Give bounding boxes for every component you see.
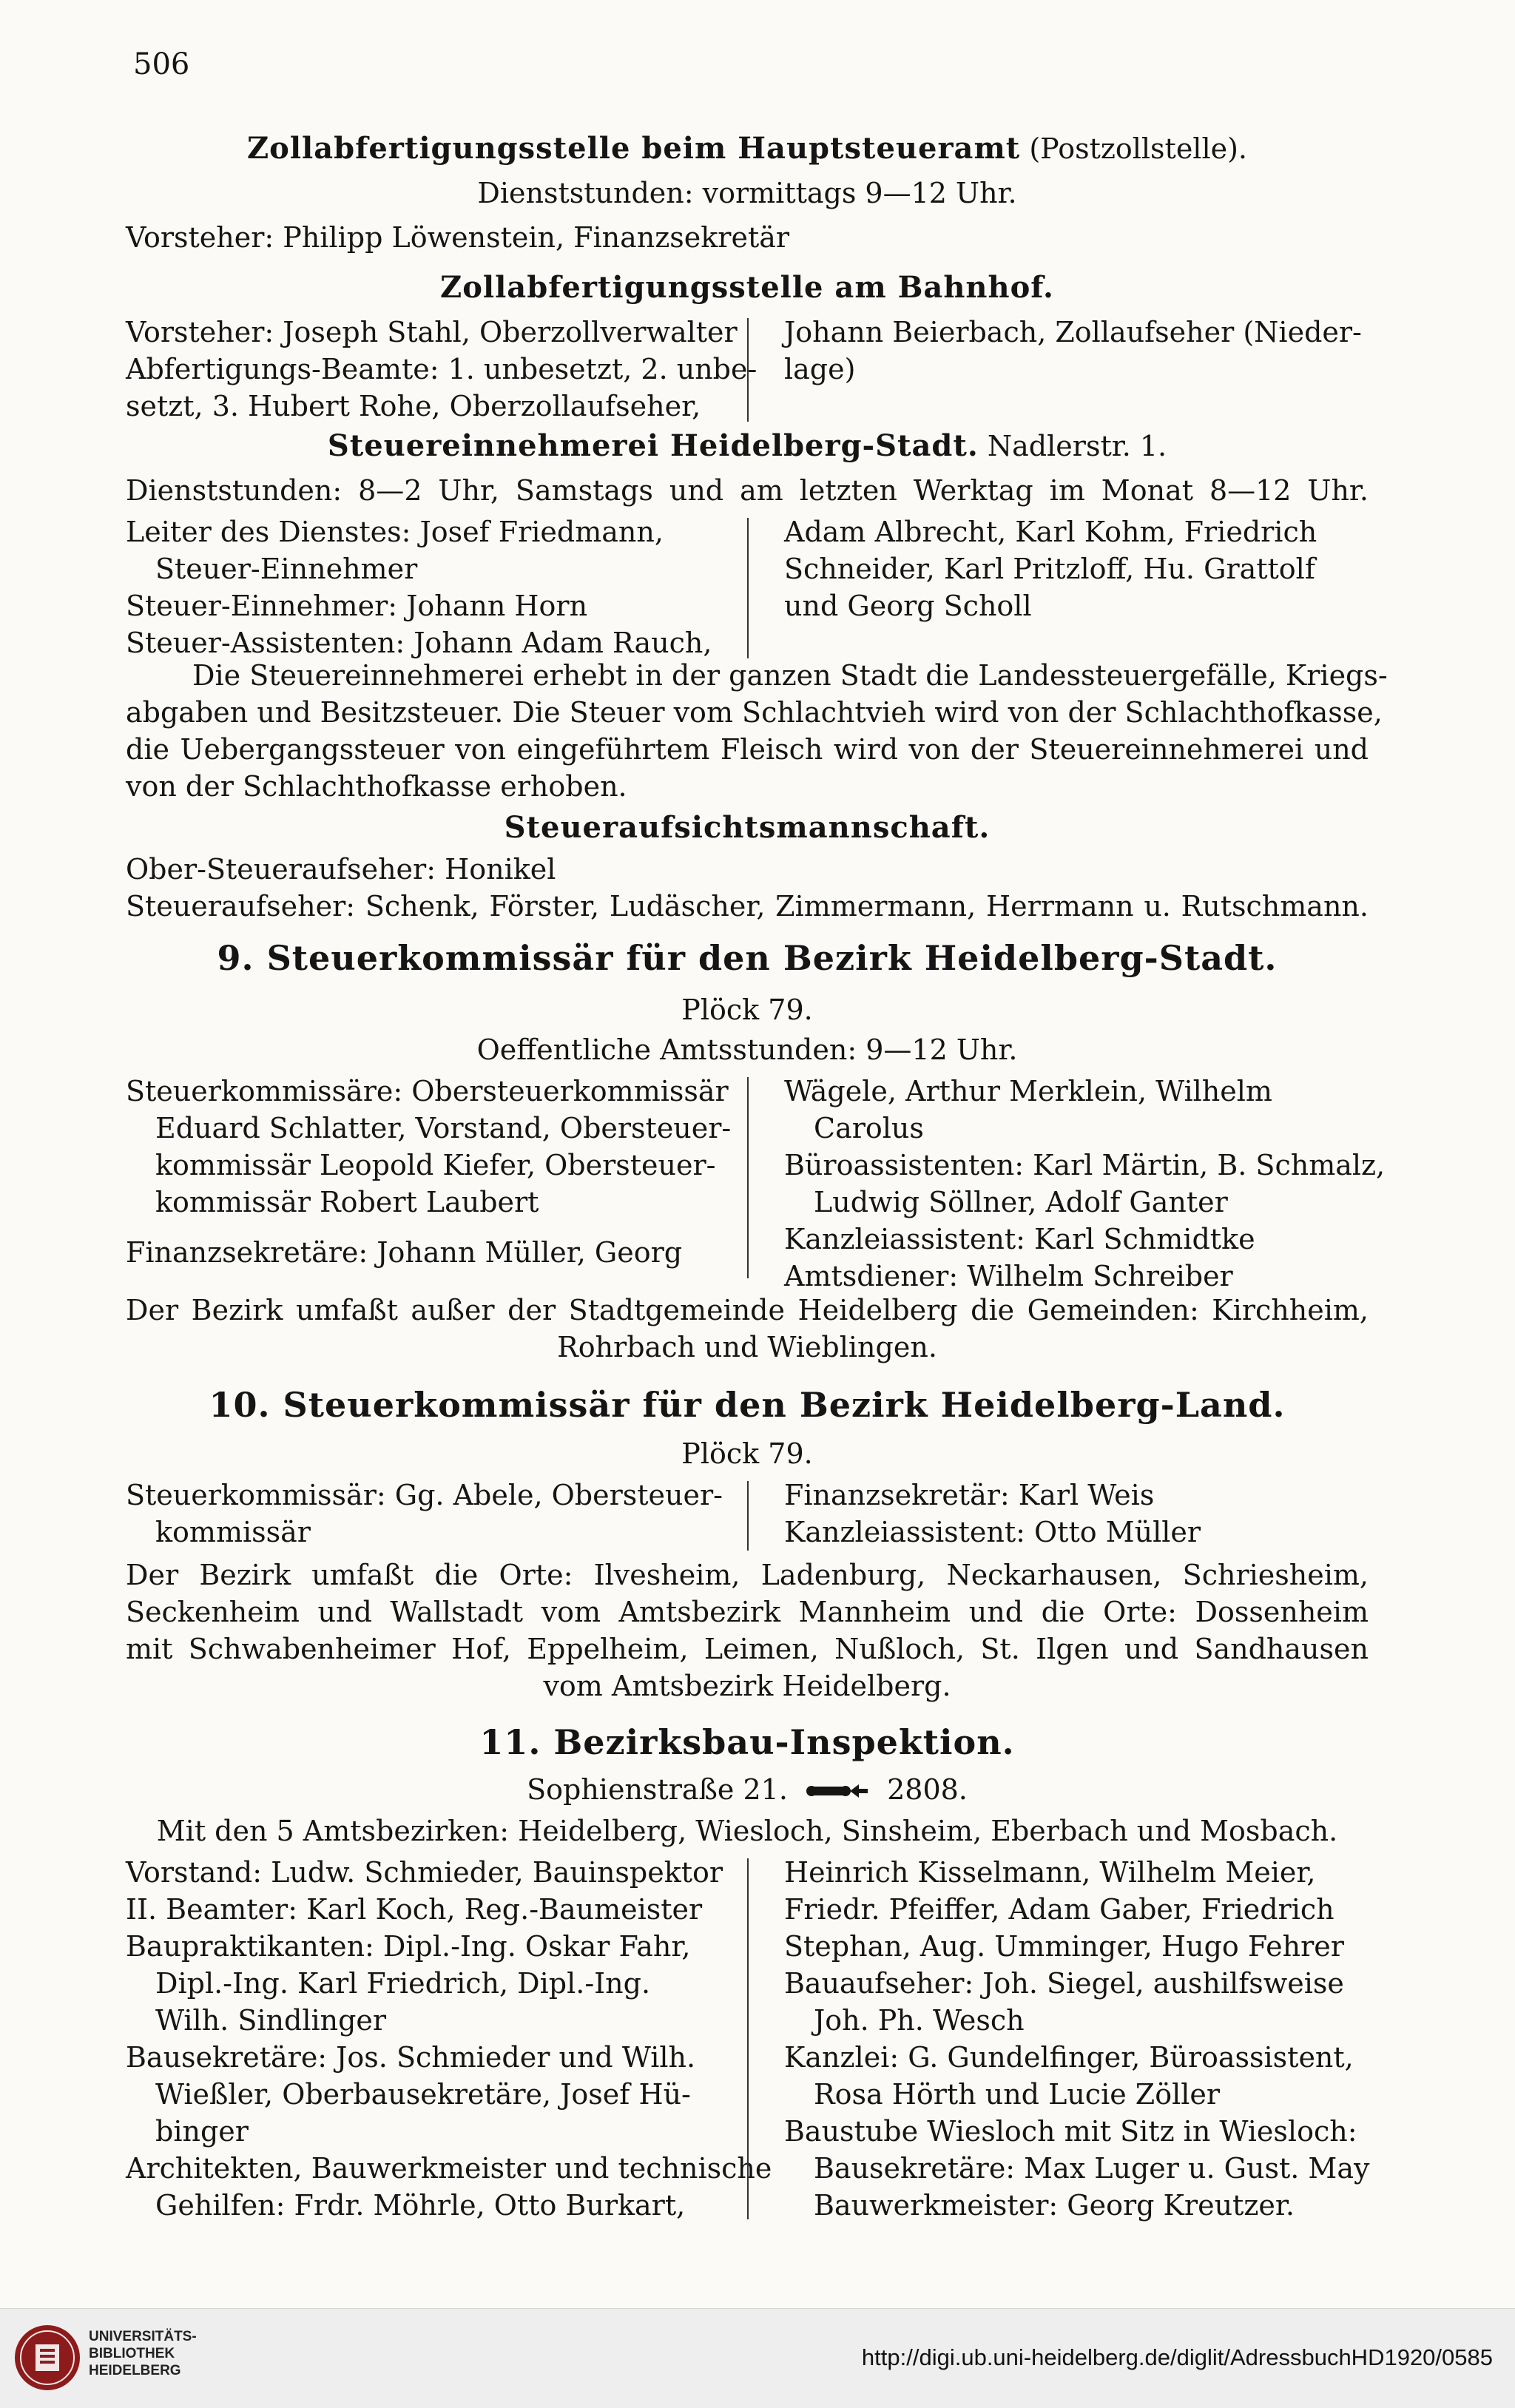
s2-left-column (126, 314, 758, 425)
s6-left-column (126, 1477, 740, 1551)
s6-left-line: kommissär (155, 1516, 311, 1548)
s3-left-line: Steuer-Einnehmer (155, 553, 418, 585)
s7-left-column (126, 1854, 772, 2224)
s5-paragraph-line: Rohrbach und Wieblingen. (557, 1331, 937, 1363)
s7-left-line: binger (155, 2115, 249, 2148)
s5-left-line: kommissär Robert Laubert (155, 1186, 539, 1218)
s5-right-line: Ludwig Söllner, Adolf Ganter (814, 1186, 1228, 1218)
s3-title-line (126, 428, 1369, 465)
s5-left-line: kommissär Leopold Kiefer, Obersteuer- (155, 1149, 716, 1181)
s2-right-line: Johann Beierbach, Zollaufseher (Nieder- (784, 316, 1362, 348)
viewer-footer (0, 2308, 1515, 2408)
s7-right-line: Joh. Ph. Wesch (814, 2004, 1025, 2037)
s5-right-line: Amtsdiener: Wilhelm Schreiber (784, 1260, 1233, 1292)
institution-line: BIBLIOTHEK (89, 2346, 175, 2361)
library-seal-icon (13, 2324, 81, 2392)
s5-right-line: Carolus (814, 1112, 924, 1144)
institution-name (89, 2328, 197, 2379)
s5-left-line: Steuerkommissäre: Obersteuerkommissär (126, 1075, 729, 1107)
s6-right-column (784, 1477, 1369, 1551)
s5-right-line: Wägele, Arthur Merklein, Wilhelm (784, 1075, 1272, 1107)
s3-suffix: Nadlerstr. 1. (987, 430, 1167, 462)
s6-paragraph-line: mit Schwabenheimer Hof, Eppelheim, Leimen, Nußloch, St. Ilgen und Sandhausen (126, 1633, 1369, 1665)
s3-left-line: Leiter des Dienstes: Josef Friedmann, (126, 516, 664, 548)
s3-paragraph-line: die Uebergangssteuer von eingeführtem Fleisch wird von der Steuereinnehmerei und (126, 733, 1369, 766)
s7-right-line: Bausekretäre: Max Luger u. Gust. May (814, 2152, 1370, 2185)
s7-right-line: Heinrich Kisselmann, Wilhelm Meier, (784, 1856, 1316, 1889)
s6-column-divider (747, 1481, 749, 1551)
s7-right-column (784, 1854, 1369, 2224)
s7-left-line: Wilh. Sindlinger (155, 2004, 387, 2037)
s6-right-line: Finanzsekretär: Karl Weis (784, 1479, 1155, 1511)
page-number: 506 (133, 47, 190, 81)
s4-title: Steueraufsichtsmannschaft. (504, 810, 991, 845)
s7-left-line: Dipl.-Ing. Karl Friedrich, Dipl.-Ing. (155, 1967, 651, 2000)
s6-left-line: Steuerkommissär: Gg. Abele, Obersteuer- (126, 1479, 723, 1511)
s6-paragraph-line: Seckenheim und Wallstadt vom Amtsbezirk Mannheim und die Orte: Dossenheim (126, 1596, 1369, 1628)
s3-hours: Dienststunden: 8—2 Uhr, Samstags und am letzten Werktag im Monat 8—12 Uhr. (126, 474, 1369, 507)
s7-subtitle: Mit den 5 Amtsbezirken: Heidelberg, Wiesloch, Sinsheim, Eberbach und Mosbach. (156, 1815, 1338, 1847)
institution-line: HEIDELBERG (89, 2363, 181, 2378)
s2-right-column (784, 314, 1369, 388)
s4-line: Ober-Steueraufseher: Honikel (126, 853, 556, 886)
s6-paragraph-line: vom Amtsbezirk Heidelberg. (543, 1670, 951, 1702)
s1-title: Zollabfertigungsstelle beim Hauptsteueramt (246, 131, 1021, 166)
s7-left-line: Bausekretäre: Jos. Schmieder und Wilh. (126, 2041, 696, 2074)
s7-title: 11. Bezirksbau-Inspektion. (479, 1722, 1015, 1762)
s7-left-line: Wießler, Oberbausekretäre, Josef Hü- (155, 2078, 691, 2111)
s3-left-line: Steuer-Einnehmer: Johann Horn (126, 590, 588, 622)
s7-right-line: Rosa Hörth und Lucie Zöller (814, 2078, 1221, 2111)
s5-left-column (126, 1073, 740, 1271)
s3-right-line: Adam Albrecht, Karl Kohm, Friedrich (784, 516, 1317, 548)
s5-right-column (784, 1073, 1386, 1295)
s3-title: Steuereinnehmerei Heidelberg-Stadt. (327, 428, 979, 463)
s7-address-line (126, 1771, 1369, 1811)
s7-address: Sophienstraße 21. (527, 1773, 788, 1806)
s6-title: 10. Steuerkommissär für den Bezirk Heidelberg-Land. (209, 1385, 1286, 1425)
s5-address: Plöck 79. (681, 994, 813, 1026)
s6-right-line: Kanzleiassistent: Otto Müller (784, 1516, 1201, 1548)
s5-left-line: Finanzsekretäre: Johann Müller, Georg (126, 1236, 683, 1269)
s7-left-line: Vorstand: Ludw. Schmieder, Bauinspektor (126, 1856, 723, 1889)
s7-right-line: Bauaufseher: Joh. Siegel, aushilfsweise (784, 1967, 1344, 2000)
s2-right-line: lage) (784, 353, 856, 385)
s1-head: Vorsteher: Philipp Löwenstein, Finanzsekretär (126, 221, 790, 254)
s2-left-line: setzt, 3. Hubert Rohe, Oberzollaufseher, (126, 390, 701, 422)
s1-hours: Dienststunden: vormittags 9—12 Uhr. (477, 177, 1017, 209)
s2-left-line: Vorsteher: Joseph Stahl, Oberzollverwalter (126, 316, 738, 348)
s3-right-line: und Georg Scholl (784, 590, 1032, 622)
s7-right-line: Kanzlei: G. Gundelfinger, Büroassistent, (784, 2041, 1354, 2074)
s4-line: Steueraufseher: Schenk, Förster, Ludäscher, Zimmermann, Herrmann u. Rutschmann. (126, 890, 1369, 923)
s1-suffix: (Postzollstelle). (1029, 132, 1248, 165)
s3-paragraph-line: Die Steuereinnehmerei erhebt in der ganzen Stadt die Landessteuergefälle, Kriegs- (192, 659, 1388, 692)
s7-left-line: II. Beamter: Karl Koch, Reg.-Baumeister (126, 1893, 703, 1926)
permalink-url[interactable]: http://digi.ub.uni-heidelberg.de/diglit/AdressbuchHD1920/0585 (861, 2344, 1493, 2370)
s5-paragraph-line: Der Bezirk umfaßt außer der Stadtgemeinde Heidelberg die Gemeinden: Kirchheim, (126, 1294, 1369, 1326)
s3-right-line: Schneider, Karl Pritzloff, Hu. Grattolf (784, 553, 1315, 585)
s7-right-line: Stephan, Aug. Umminger, Hugo Fehrer (784, 1930, 1344, 1963)
s5-hours: Oeffentliche Amtsstunden: 9—12 Uhr. (476, 1033, 1018, 1066)
s3-left-line: Steuer-Assistenten: Johann Adam Rauch, (126, 627, 712, 659)
s7-column-divider (747, 1858, 749, 2219)
s7-left-line: Gehilfen: Frdr. Möhrle, Otto Burkart, (155, 2189, 686, 2222)
s7-left-line: Architekten, Bauwerkmeister und technische (126, 2152, 772, 2185)
s3-paragraph-line: abgaben und Besitzsteuer. Die Steuer vom Schlachtvieh wird von der Schlachthofkasse, (126, 696, 1383, 729)
s2-title: Zollabfertigungsstelle am Bahnhof. (440, 270, 1054, 305)
s7-phone: 2808. (887, 1773, 968, 1806)
s7-left-line: Baupraktikanten: Dipl.-Ing. Oskar Fahr, (126, 1930, 691, 1963)
s3-right-column (784, 513, 1369, 624)
s3-column-divider (747, 518, 749, 658)
s3-paragraph-line: von der Schlachthofkasse erhoben. (126, 770, 627, 803)
s2-left-line: Abfertigungs-Beamte: 1. unbesetzt, 2. unbe- (126, 353, 758, 385)
s6-paragraph-line: Der Bezirk umfaßt die Orte: Ilvesheim, Ladenburg, Neckarhausen, Schriesheim, (126, 1559, 1369, 1591)
institution-line: UNIVERSITÄTS- (89, 2329, 197, 2344)
s7-right-line: Friedr. Pfeiffer, Adam Gaber, Friedrich (784, 1893, 1335, 1926)
telephone-icon (804, 1774, 871, 1811)
s5-right-line: Kanzleiassistent: Karl Schmidtke (784, 1223, 1255, 1255)
s2-column-divider (747, 318, 749, 422)
s7-right-line: Bauwerkmeister: Georg Kreutzer. (814, 2189, 1295, 2222)
s5-title: 9. Steuerkommissär für den Bezirk Heidelberg-Stadt. (217, 938, 1278, 978)
s5-right-line: Büroassistenten: Karl Märtin, B. Schmalz, (784, 1149, 1386, 1181)
s7-right-line: Baustube Wiesloch mit Sitz in Wiesloch: (784, 2115, 1357, 2148)
s5-left-line: Eduard Schlatter, Vorstand, Obersteuer- (155, 1112, 732, 1144)
s3-left-column (126, 513, 740, 661)
s6-address: Plöck 79. (681, 1437, 813, 1470)
s1-title-line (126, 130, 1369, 167)
s5-column-divider (747, 1077, 749, 1278)
